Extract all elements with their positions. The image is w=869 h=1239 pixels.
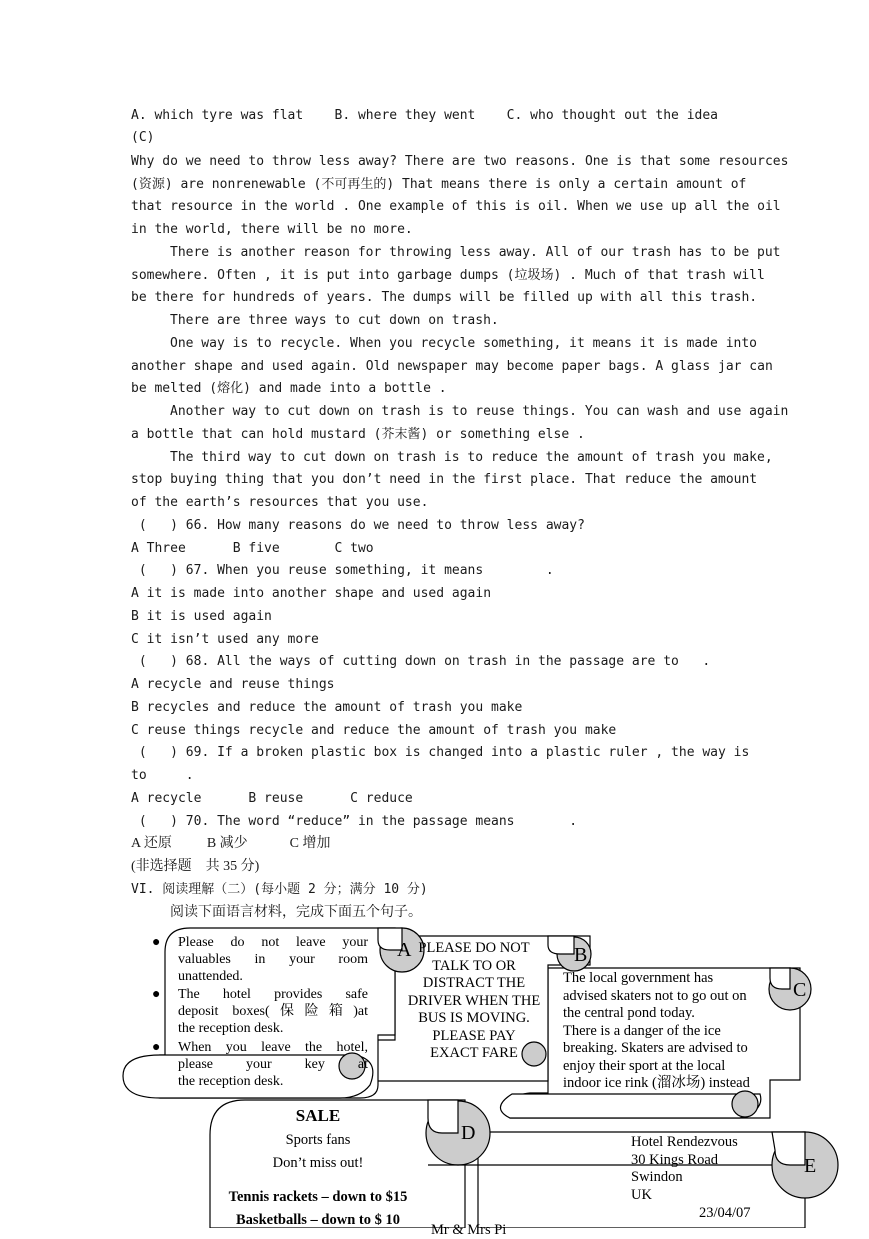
bullet-icon: ● [152, 935, 161, 950]
card-a-letter: A [397, 939, 412, 961]
previous-question-options: A. which tyre was flat B. where they went C. who thought out the idea [131, 108, 718, 123]
non-choice-section-header: (非选择题 共 35 分) [131, 859, 260, 874]
card-a-item-1-line2: valuables in your room [178, 952, 368, 967]
card-e-address-line: Swindon [631, 1169, 683, 1185]
card-e-fold [772, 1132, 805, 1165]
card-c-bottom-curl [732, 1091, 758, 1117]
card-c-line: There is a danger of the ice [563, 1022, 721, 1039]
passage-p5-line1: Another way to cut down on trash is to reuse things. You can wash and use again [170, 404, 789, 419]
passage-p3: There are three ways to cut down on trash. [170, 313, 499, 328]
question-67-option-b: B it is used again [131, 609, 272, 624]
question-70-options: A 还原 B 减少 C 增加 [131, 836, 331, 851]
passage-p4-line1: One way is to recycle. When you recycle something, it means it is made into [170, 336, 757, 351]
question-69-options: A recycle B reuse C reduce [131, 791, 413, 806]
question-66-options: A Three B five C two [131, 541, 374, 556]
card-e-address-line: 30 Kings Road [631, 1151, 718, 1168]
card-d-title: SALE [295, 1106, 341, 1125]
card-b-letter: B [574, 944, 588, 966]
bullet-icon: ● [152, 1040, 161, 1055]
card-e-letter-header [631, 1134, 771, 1204]
passage-p2-line3: be there for hundreds of years. The dumps will be filled up with all this trash. [131, 290, 758, 305]
card-e-greeting: Mr & Mrs Pi [431, 1222, 507, 1238]
question-69-stem: ( ) 69. If a broken plastic box is changed into a plastic ruler , the way is [131, 745, 750, 760]
card-b-line: EXACT FARE [430, 1045, 518, 1061]
question-68-option-a: A recycle and reuse things [131, 677, 335, 692]
card-a-item-3-line3: the reception desk. [178, 1074, 284, 1089]
question-67-option-c: C it isn’t used any more [131, 632, 319, 647]
card-a-item-3-line1: When you leave the hotel, [178, 1040, 368, 1055]
card-b-line: DISTRACT THE [422, 975, 526, 991]
card-c-letter: C [793, 979, 807, 1001]
passage-p6-line2: stop buying thing that you don’t need in the first place. That reduce the amount [131, 472, 758, 487]
card-a-item-1-line1: Please do not leave your [178, 935, 368, 950]
passage-p1-line2: (资源) are nonrenewable (不可再生的) That means there is only a certain amount of [131, 177, 747, 192]
card-b-line: TALK TO OR [432, 957, 516, 974]
card-a-item-2 [152, 986, 368, 1037]
card-c-line: breaking. Skaters are advised to [563, 1040, 748, 1056]
passage-p1-line3: that resource in the world . One example of this is oil. When we use up all the oil [131, 199, 781, 214]
passage-p4-line3: be melted (熔化) and made into a bottle . [131, 381, 447, 396]
card-e-letter: E [804, 1155, 817, 1177]
card-a-item-1 [152, 934, 368, 985]
question-68-stem: ( ) 68. All the ways of cutting down on trash in the passage are to . [131, 654, 711, 669]
card-a-item-3 [152, 1039, 368, 1090]
card-c-line: The local government has [563, 970, 714, 986]
passage-p6-line1: The third way to cut down on trash is to reduce the amount of trash you make, [170, 450, 773, 465]
section-6-title: VI. 阅读理解（二）(每小题 2 分；满分 10 分) [131, 882, 428, 897]
card-c-fold [770, 968, 790, 989]
bullet-icon: ● [152, 987, 161, 1002]
card-d-sale-ad [222, 1105, 414, 1232]
card-d-line2: Don’t miss out! [272, 1155, 364, 1171]
card-c-line: advised skaters not to go out on [563, 987, 747, 1004]
card-b-line: DRIVER WHEN THE [407, 992, 541, 1009]
section-label-c: (C) [131, 130, 155, 145]
passage-p2-line1: There is another reason for throwing less away. All of our trash has to be put [170, 245, 781, 260]
question-66-stem: ( ) 66. How many reasons do we need to throw less away? [131, 518, 585, 533]
card-a-item-2-line3: the reception desk. [178, 1021, 284, 1036]
passage-p6-line3: of the earth’s resources that you use. [131, 495, 429, 510]
question-67-option-a: A it is made into another shape and used again [131, 586, 492, 601]
question-70-stem: ( ) 70. The word “reduce” in the passage means . [131, 814, 578, 829]
card-b-bus-notice [400, 940, 548, 1063]
card-c-line: indoor ice rink (溜冰场) instead [563, 1075, 750, 1091]
card-d-item1: Tennis rackets – down to $15 [228, 1189, 408, 1205]
section-6-instruction: 阅读下面语言材料，完成下面五个句子。 [170, 905, 422, 920]
passage-p4-line2: another shape and used again. Old newspaper may become paper bags. A glass jar can [131, 359, 773, 374]
card-b-fold [548, 936, 574, 954]
passage-p2-line2: somewhere. Often , it is put into garbage dumps (垃圾场) . Much of that trash will [131, 268, 765, 283]
card-d-fold [428, 1100, 458, 1133]
card-e-date: 23/04/07 [699, 1205, 751, 1221]
card-a-item-2-line2: deposit boxes(保险箱)at [178, 1004, 368, 1019]
card-b-line: PLEASE PAY [432, 1027, 516, 1044]
card-a-item-2-line1: The hotel provides safe [178, 987, 368, 1002]
question-68-option-b: B recycles and reduce the amount of trash you make [131, 700, 523, 715]
card-a-item-1-line3: unattended. [178, 969, 243, 984]
card-e-address-line: UK [631, 1186, 652, 1203]
passage-p1-line1: Why do we need to throw less away? There are two reasons. One is that some resources [131, 154, 789, 169]
question-69-stem-cont: to . [131, 768, 194, 783]
passage-p5-line2: a bottle that can hold mustard (芥末酱) or something else . [131, 427, 585, 442]
card-c-line: enjoy their sport at the local [563, 1057, 726, 1074]
card-c-skating-notice [563, 970, 763, 1093]
passage-p1-line4: in the world, there will be no more. [131, 222, 413, 237]
card-e-address-line: Hotel Rendezvous [631, 1134, 738, 1150]
question-67-stem: ( ) 67. When you reuse something, it means . [131, 563, 554, 578]
question-68-option-c: C reuse things recycle and reduce the amount of trash you make [131, 723, 617, 738]
card-c-line: the central pond today. [563, 1005, 695, 1021]
card-a-item-3-line2: please your key at [178, 1057, 368, 1072]
card-b-line: BUS IS MOVING. [418, 1010, 530, 1026]
card-d-line1: Sports fans [285, 1132, 351, 1148]
card-d-item2: Basketballs – down to $ 10 [236, 1212, 400, 1228]
card-b-line: PLEASE DO NOT [418, 940, 530, 956]
card-d-letter: D [461, 1122, 476, 1144]
card-c-roll [500, 1094, 760, 1118]
